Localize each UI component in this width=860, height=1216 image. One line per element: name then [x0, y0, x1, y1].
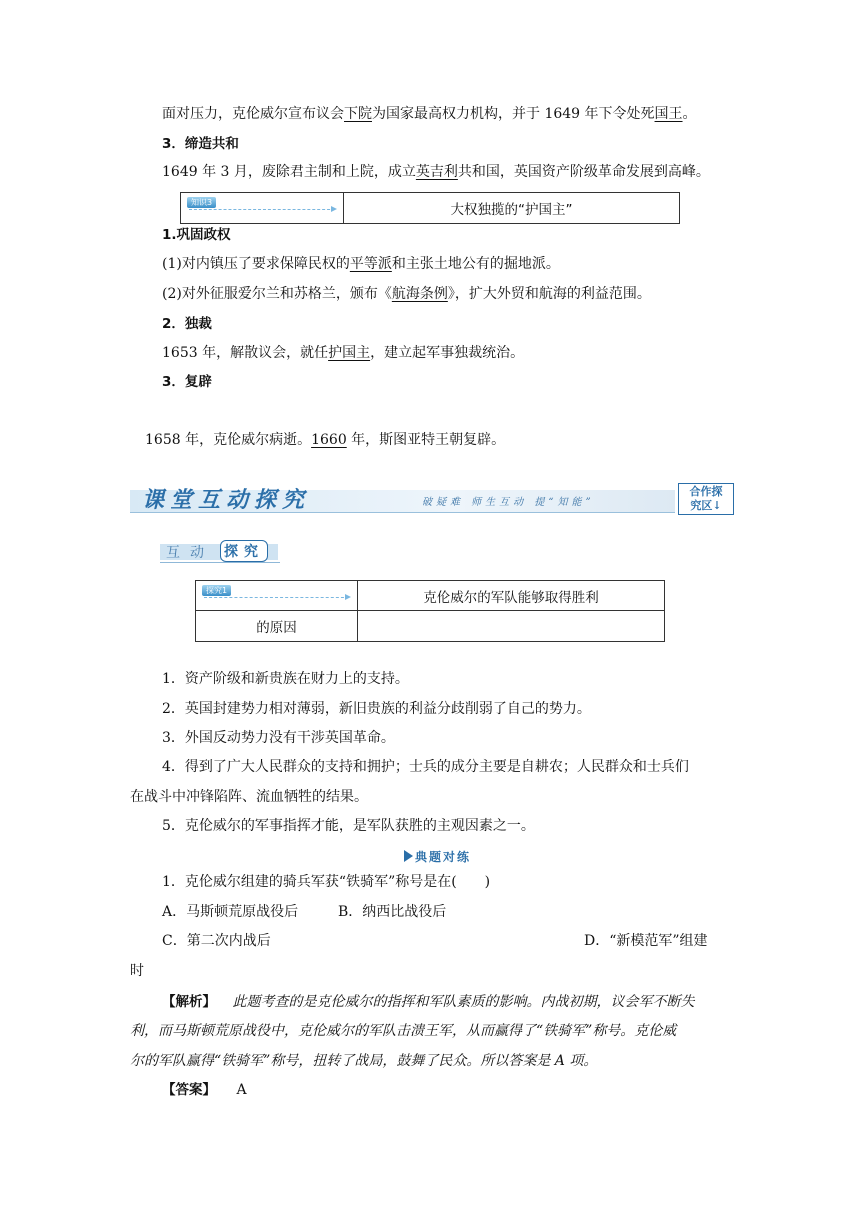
- inquiry-title-cont: 的原因: [196, 611, 358, 641]
- option-c[interactable]: C．第二次内战后: [162, 933, 271, 949]
- arrow-right-icon: [345, 594, 351, 600]
- practice-header: [404, 848, 471, 864]
- analysis-line-3: 尔的军队赢得“铁骑军”称号，扭转了战局，鼓舞了民众。所以答案是 A 项。: [130, 1053, 598, 1069]
- section-interactive-inquiry: [160, 540, 280, 566]
- heading-restoration: 3．复辟: [162, 374, 212, 390]
- option-b[interactable]: B．纳西比战役后: [338, 904, 447, 920]
- paragraph-parliament: 面对压力，克伦威尔宣布议会下院为国家最高权力机构，并于 1649 年下令处死国王。: [162, 106, 697, 122]
- banner-slogan: 破疑难 师生互动 提“知能”: [422, 497, 595, 508]
- option-d-cont: 时: [130, 963, 144, 979]
- reason-item: 5．克伦威尔的军事指挥才能，是军队获胜的主观因素之一。: [162, 818, 535, 834]
- dictatorship-text: 1653 年，解散议会，就任护国主，建立起军事独裁统治。: [162, 345, 525, 361]
- inquiry-title: 克伦威尔的军队能够取得胜利: [358, 581, 664, 611]
- answer-value: A: [236, 1082, 247, 1098]
- option-a[interactable]: A．马斯顿荒原战役后: [162, 904, 299, 920]
- restoration-text: 1658 年，克伦威尔病逝。1660 年，斯图亚特王朝复辟。: [145, 432, 506, 448]
- reason-item: 3．外国反动势力没有干涉英国革命。: [162, 730, 395, 746]
- question-text: 1．克伦威尔组建的骑兵军获“铁骑军”称号是在( ): [162, 874, 491, 890]
- heading-republic: 3．缔造共和: [162, 136, 239, 152]
- inquiry-tag-cell: [196, 581, 358, 611]
- consolidate-item-1: (1)对内镇压了要求保障民权的平等派和主张土地公有的掘地派。: [162, 256, 560, 272]
- classroom-banner: [130, 483, 738, 517]
- analysis-line-1: 【解析】 此题考查的是克伦威尔的指挥和军队素质的影响。内战初期，议会军不断失: [162, 994, 695, 1010]
- knowledge-title: 大权独揽的“护国主”: [450, 202, 573, 218]
- section-label-1: 互动: [166, 545, 214, 561]
- knowledge-tag: 知识3: [187, 197, 216, 208]
- answer-line: [162, 1081, 247, 1099]
- play-arrow-icon: [404, 850, 413, 862]
- badge-line-2: 究区↓: [690, 499, 722, 512]
- answer-label: 【答案】: [162, 1082, 216, 1098]
- reason-item: 1．资产阶级和新贵族在财力上的支持。: [162, 671, 409, 687]
- banner-title: 课堂互动探究: [142, 487, 311, 513]
- arrow-right-icon: [331, 206, 337, 212]
- section-label-2: 探究: [220, 540, 268, 562]
- arrow-line: [204, 597, 349, 598]
- reason-item: 2．英国封建势力相对薄弱，新旧贵族的利益分歧削弱了自己的势力。: [162, 701, 591, 717]
- arrow-line: [189, 209, 335, 210]
- analysis-label: 【解析】: [162, 994, 216, 1010]
- consolidate-item-2: (2)对外征服爱尔兰和苏格兰，颁布《航海条例》，扩大外贸和航海的利益范围。: [162, 286, 651, 302]
- option-d[interactable]: D．“新模范军”组建: [584, 933, 708, 949]
- knowledge-tag-cell: [181, 193, 344, 223]
- reason-item: 4．得到了广大人民群众的支持和拥护；士兵的成分主要是自耕农；人民群众和士兵们: [162, 759, 689, 775]
- heading-consolidate: 1.巩固政权: [162, 227, 231, 243]
- paragraph-republic: 1649 年 3 月，废除君主制和上院，成立英吉利共和国，英国资产阶级革命发展到高峰。: [162, 164, 710, 180]
- heading-dictatorship: 2．独裁: [162, 316, 212, 332]
- inquiry-tag: 探究1: [202, 585, 231, 596]
- reason-item-cont: 在战斗中冲锋陷阵、流血牺牲的结果。: [130, 789, 368, 805]
- inquiry-box-1: [195, 580, 665, 642]
- practice-label: 典题对练: [415, 849, 472, 864]
- badge-line-1: 合作探: [689, 485, 723, 498]
- section-underline: [160, 562, 280, 563]
- cooperation-badge[interactable]: [678, 483, 734, 515]
- knowledge-box-3: [180, 192, 680, 224]
- analysis-line-2: 利，而马斯顿荒原战役中，克伦威尔的军队击溃王军，从而赢得了“铁骑军”称号。克伦威: [130, 1023, 677, 1039]
